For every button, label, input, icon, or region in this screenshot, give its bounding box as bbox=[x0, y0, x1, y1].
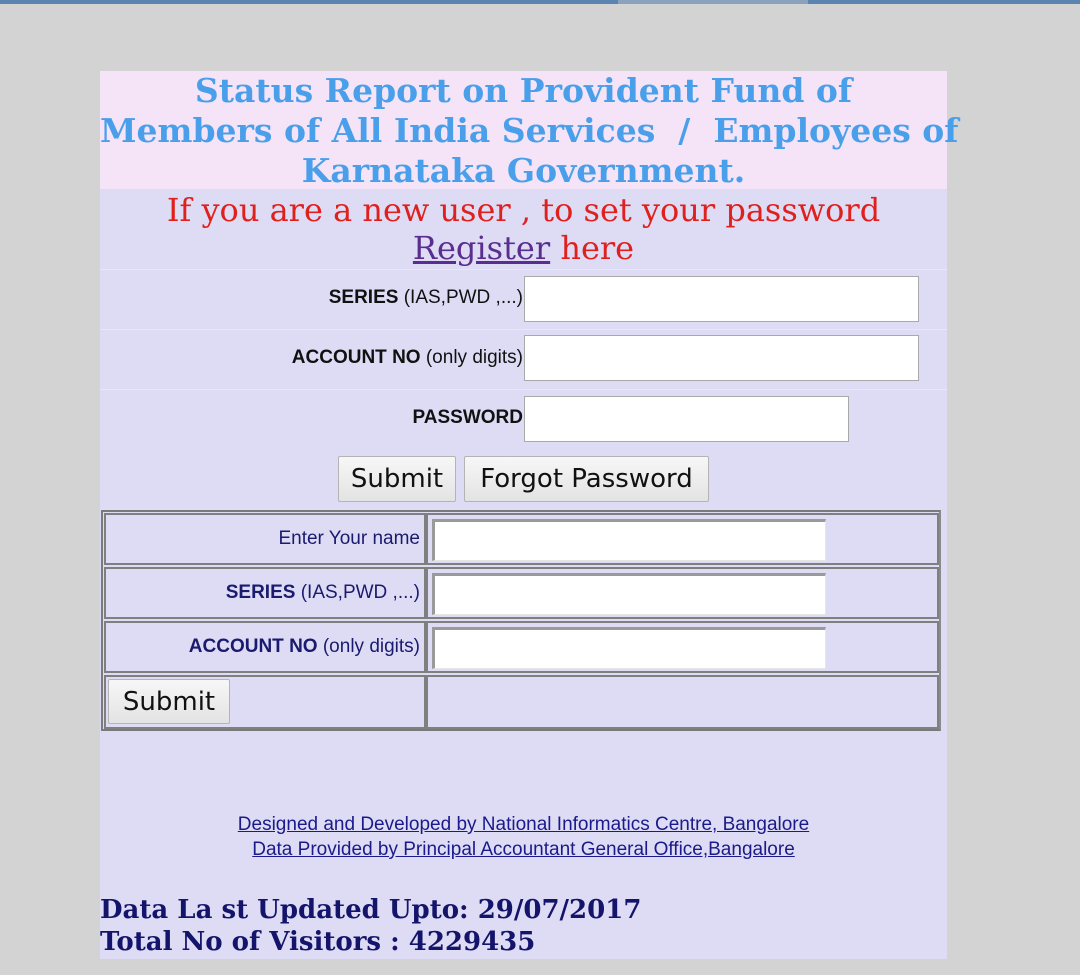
data-provider-link[interactable]: Data Provided by Principal Accountant General Office,Bangalore bbox=[252, 839, 795, 860]
page-title-line-2: Members of All India Services / Employees of bbox=[100, 111, 959, 150]
last-updated-text: Data La st Updated Upto: 29/07/2017 bbox=[100, 895, 642, 925]
lookup-series-label bbox=[226, 569, 420, 617]
lookup-name-input-cell bbox=[426, 513, 939, 565]
lookup-submit-button[interactable]: Submit bbox=[108, 679, 230, 724]
series-input[interactable] bbox=[524, 276, 919, 322]
series-label bbox=[329, 270, 523, 326]
lookup-series-label-cell bbox=[104, 567, 426, 619]
account-row bbox=[100, 329, 947, 385]
site-stats bbox=[100, 894, 947, 958]
lookup-account-label-bold: ACCOUNT NO bbox=[188, 636, 318, 657]
new-user-notice bbox=[100, 191, 947, 267]
page-header bbox=[100, 71, 959, 190]
register-suffix: here bbox=[550, 229, 635, 267]
credits bbox=[100, 812, 947, 862]
main-panel bbox=[100, 71, 959, 959]
series-label-bold: SERIES bbox=[328, 287, 399, 308]
account-label-hint: (only digits) bbox=[420, 347, 523, 368]
login-submit-button[interactable]: Submit bbox=[338, 456, 456, 502]
nic-credit-link[interactable]: Designed and Developed by National Informatics Centre, Bangalore bbox=[237, 814, 810, 835]
lookup-series-input[interactable] bbox=[432, 573, 826, 615]
lookup-series-label-hint: (IAS,PWD ,...) bbox=[295, 582, 420, 603]
lookup-empty-cell bbox=[426, 675, 939, 729]
visitor-count-text: Total No of Visitors : 4229435 bbox=[100, 927, 536, 957]
browser-tab-indicator bbox=[618, 0, 808, 4]
name-label: Enter Your name bbox=[278, 528, 420, 549]
name-input[interactable] bbox=[432, 519, 826, 561]
series-label-hint: (IAS,PWD ,...) bbox=[398, 287, 523, 308]
lookup-account-input[interactable] bbox=[432, 627, 826, 669]
register-link[interactable]: Register bbox=[412, 229, 551, 267]
password-label-bold: PASSWORD bbox=[412, 407, 523, 428]
lookup-table bbox=[101, 510, 941, 731]
password-label bbox=[413, 390, 523, 446]
account-label bbox=[292, 330, 523, 386]
lookup-submit-cell bbox=[104, 675, 426, 729]
lookup-account-label bbox=[189, 623, 420, 671]
series-row bbox=[100, 269, 947, 325]
account-label-bold: ACCOUNT NO bbox=[291, 347, 421, 368]
lookup-account-label-cell bbox=[104, 621, 426, 673]
lookup-series-input-cell bbox=[426, 567, 939, 619]
lookup-account-label-hint: (only digits) bbox=[317, 636, 420, 657]
browser-top-bar bbox=[0, 0, 1080, 4]
lookup-series-label-bold: SERIES bbox=[225, 582, 296, 603]
lookup-account-input-cell bbox=[426, 621, 939, 673]
page-title-line-1: Status Report on Provident Fund of bbox=[194, 71, 853, 110]
new-user-text: If you are a new user , to set your password bbox=[166, 191, 881, 229]
page-title-line-3: Karnataka Government. bbox=[301, 151, 746, 190]
password-row bbox=[100, 389, 947, 445]
password-input[interactable] bbox=[524, 396, 849, 442]
lookup-name-label-cell bbox=[104, 513, 426, 565]
forgot-password-button[interactable]: Forgot Password bbox=[464, 456, 709, 502]
account-number-input[interactable] bbox=[524, 335, 919, 381]
